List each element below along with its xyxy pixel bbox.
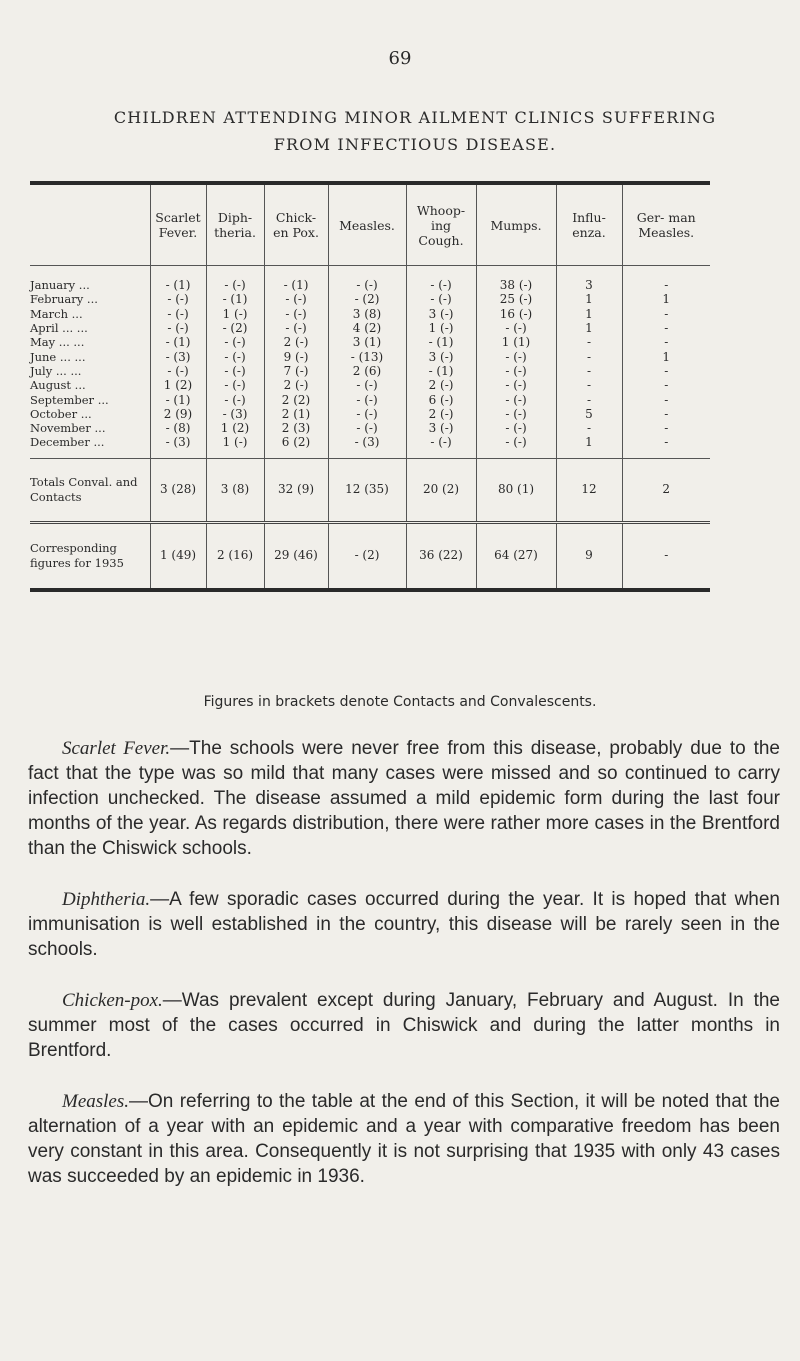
table-row bbox=[30, 266, 710, 293]
header-cell: Diph- theria. bbox=[206, 185, 264, 266]
cell: 64 (27) bbox=[476, 522, 556, 588]
cell: 9 (-) bbox=[264, 349, 328, 363]
cell: 12 bbox=[556, 458, 622, 522]
header-cell: Influ- enza. bbox=[556, 185, 622, 266]
cell: - bbox=[622, 307, 710, 321]
row-label: December ... bbox=[30, 435, 105, 450]
table-row bbox=[30, 421, 710, 435]
cell: - bbox=[556, 392, 622, 406]
cell: - (-) bbox=[476, 407, 556, 421]
cell: - bbox=[622, 378, 710, 392]
cell: - (-) bbox=[328, 266, 406, 293]
row-label: July ... ... bbox=[30, 363, 82, 378]
table-row bbox=[30, 307, 710, 321]
cell: - bbox=[622, 421, 710, 435]
cell: - (13) bbox=[328, 349, 406, 363]
cell: 38 (-) bbox=[476, 266, 556, 293]
cell: 6 (2) bbox=[264, 435, 328, 458]
table-row bbox=[30, 321, 710, 335]
row-label: November ... bbox=[30, 421, 106, 436]
cell: 1 (2) bbox=[206, 421, 264, 435]
cell: 1 (2) bbox=[150, 378, 206, 392]
cell: 3 (8) bbox=[206, 458, 264, 522]
table-row bbox=[30, 435, 710, 458]
cell: - bbox=[622, 392, 710, 406]
disease-table bbox=[30, 181, 710, 592]
row-label: April ... ... bbox=[30, 321, 88, 336]
cell: 12 (35) bbox=[328, 458, 406, 522]
cell: 1 bbox=[556, 292, 622, 306]
paragraph-scarlet-fever bbox=[28, 736, 780, 861]
cell: - (3) bbox=[150, 435, 206, 458]
cell: - bbox=[556, 364, 622, 378]
row-label: Totals Conval. and Contacts bbox=[30, 458, 150, 522]
row-label: October ... bbox=[30, 406, 92, 421]
row-label: Corresponding figures for 1935 bbox=[30, 522, 150, 588]
cell: 9 bbox=[556, 522, 622, 588]
cell: - (-) bbox=[476, 378, 556, 392]
table-row bbox=[30, 364, 710, 378]
cell: - bbox=[622, 335, 710, 349]
cell: - (2) bbox=[206, 321, 264, 335]
cell: - (-) bbox=[476, 321, 556, 335]
cell: 1 bbox=[622, 292, 710, 306]
cell: - bbox=[556, 349, 622, 363]
cell: - (-) bbox=[264, 307, 328, 321]
cell: - (-) bbox=[264, 321, 328, 335]
cell: 2 (-) bbox=[406, 378, 476, 392]
cell: - (1) bbox=[264, 266, 328, 293]
cell: 3 (-) bbox=[406, 421, 476, 435]
cell: 1 (49) bbox=[150, 522, 206, 588]
cell: 2 (3) bbox=[264, 421, 328, 435]
cell: - (-) bbox=[206, 364, 264, 378]
cell: 2 bbox=[622, 458, 710, 522]
cell: - bbox=[622, 435, 710, 458]
cell: - (-) bbox=[476, 364, 556, 378]
cell: - bbox=[556, 421, 622, 435]
header-cell: Whoop- ing Cough. bbox=[406, 185, 476, 266]
paragraph-text: —Was prevalent except during January, February and August. In the summer most of the cases occurred in Chiswick and during the latter months in Brentford. bbox=[28, 990, 780, 1061]
paragraph-text: —On referring to the table at the end of this Section, it will be noted that the alternation of a year with an epidemic and a year with comparative freedom has been very constant in this area. Consequently it is not surprising that 1935 with only 43 cases was succeeded by an epidemic in 1936. bbox=[28, 1091, 780, 1187]
cell: 2 (-) bbox=[264, 378, 328, 392]
cell: - (1) bbox=[150, 266, 206, 293]
cell: 80 (1) bbox=[476, 458, 556, 522]
paragraph-text: —The schools were never free from this disease, probably due to the fact that the type was so mild that many cases were missed and so continued to carry infection unchecked. The disease assumed a mild epidemic form during the last four months of the year. As regards distribution, there were rather more cases in the Brentford than the Chiswick schools. bbox=[28, 738, 781, 859]
cell: - (-) bbox=[406, 292, 476, 306]
header-cell: Measles. bbox=[328, 185, 406, 266]
cell: 25 (-) bbox=[476, 292, 556, 306]
row-label: May ... ... bbox=[30, 335, 85, 350]
paragraph-text: —A few sporadic cases occurred during the year. It is hoped that when immunisation is well established in the country, this disease will be rarely seen in the schools. bbox=[28, 889, 780, 960]
cell: - (-) bbox=[206, 266, 264, 293]
cell: - bbox=[622, 364, 710, 378]
cell: - bbox=[556, 378, 622, 392]
cell: - (3) bbox=[206, 407, 264, 421]
cell: - (-) bbox=[150, 364, 206, 378]
cell: - bbox=[622, 522, 710, 588]
cell: 5 bbox=[556, 407, 622, 421]
cell: 3 (28) bbox=[150, 458, 206, 522]
header-cell: Chick- en Pox. bbox=[264, 185, 328, 266]
cell: - bbox=[556, 335, 622, 349]
table-row bbox=[30, 349, 710, 363]
title-line-1: CHILDREN ATTENDING MINOR AILMENT CLINICS SUFFERING bbox=[113, 108, 717, 127]
table-footnote: Figures in brackets denote Contacts and Convalescents. bbox=[203, 694, 597, 710]
page-number: 69 bbox=[388, 48, 412, 69]
cell: - (1) bbox=[206, 292, 264, 306]
cell: 3 (1) bbox=[328, 335, 406, 349]
cell: 7 (-) bbox=[264, 364, 328, 378]
cell: 3 (-) bbox=[406, 349, 476, 363]
paragraph-lead: Chicken-pox. bbox=[62, 990, 163, 1011]
cell: - (1) bbox=[406, 335, 476, 349]
cell: 4 (2) bbox=[328, 321, 406, 335]
header-cell: Ger- man Measles. bbox=[622, 185, 710, 266]
cell: 2 (-) bbox=[264, 335, 328, 349]
cell: - (-) bbox=[150, 307, 206, 321]
cell: - (-) bbox=[206, 392, 264, 406]
table-header-row bbox=[30, 185, 710, 266]
header-cell: Scarlet Fever. bbox=[150, 185, 206, 266]
cell: 3 bbox=[556, 266, 622, 293]
cell: - (-) bbox=[476, 392, 556, 406]
row-label: March ... bbox=[30, 306, 83, 321]
table-row bbox=[30, 292, 710, 306]
cell: - (-) bbox=[264, 292, 328, 306]
cell: 3 (8) bbox=[328, 307, 406, 321]
row-label: August ... bbox=[30, 378, 86, 393]
corresponding-row bbox=[30, 522, 710, 588]
title-line-2: FROM INFECTIOUS DISEASE. bbox=[273, 135, 557, 154]
cell: - (-) bbox=[406, 435, 476, 458]
cell: 32 (9) bbox=[264, 458, 328, 522]
cell: - (-) bbox=[328, 421, 406, 435]
cell: 2 (6) bbox=[328, 364, 406, 378]
header-blank bbox=[30, 185, 150, 266]
cell: - (-) bbox=[206, 349, 264, 363]
cell: - (3) bbox=[150, 349, 206, 363]
cell: - (-) bbox=[328, 392, 406, 406]
page-title bbox=[0, 104, 800, 158]
cell: 29 (46) bbox=[264, 522, 328, 588]
cell: - (3) bbox=[328, 435, 406, 458]
cell: - bbox=[622, 321, 710, 335]
cell: - bbox=[622, 266, 710, 293]
cell: 1 bbox=[556, 435, 622, 458]
cell: - (-) bbox=[328, 407, 406, 421]
cell: 1 bbox=[622, 349, 710, 363]
row-label: February ... bbox=[30, 292, 98, 307]
cell: 2 (9) bbox=[150, 407, 206, 421]
cell: - (1) bbox=[406, 364, 476, 378]
row-label: June ... ... bbox=[30, 349, 86, 364]
cell: - (-) bbox=[328, 378, 406, 392]
paragraph-lead: Measles. bbox=[62, 1091, 130, 1112]
table-row bbox=[30, 378, 710, 392]
cell: - (-) bbox=[206, 378, 264, 392]
cell: 20 (2) bbox=[406, 458, 476, 522]
cell: - (-) bbox=[476, 435, 556, 458]
cell: - (2) bbox=[328, 292, 406, 306]
paragraph-lead: Diphtheria. bbox=[62, 889, 151, 910]
paragraph-lead: Scarlet Fever. bbox=[62, 738, 171, 759]
body-text bbox=[28, 736, 780, 1215]
cell: - (-) bbox=[206, 335, 264, 349]
paragraph-measles bbox=[28, 1089, 780, 1189]
cell: - (-) bbox=[476, 349, 556, 363]
cell: - (-) bbox=[406, 266, 476, 293]
paragraph-chicken-pox bbox=[28, 988, 780, 1063]
cell: 1 bbox=[556, 307, 622, 321]
totals-row bbox=[30, 458, 710, 522]
cell: 6 (-) bbox=[406, 392, 476, 406]
cell: 2 (16) bbox=[206, 522, 264, 588]
cell: 3 (-) bbox=[406, 307, 476, 321]
cell: - (2) bbox=[328, 522, 406, 588]
cell: 16 (-) bbox=[476, 307, 556, 321]
cell: - (-) bbox=[150, 292, 206, 306]
cell: 2 (-) bbox=[406, 407, 476, 421]
table-row bbox=[30, 335, 710, 349]
row-label: September ... bbox=[30, 392, 109, 407]
table-row bbox=[30, 407, 710, 421]
cell: 1 (-) bbox=[206, 435, 264, 458]
cell: 2 (1) bbox=[264, 407, 328, 421]
cell: - (-) bbox=[476, 421, 556, 435]
paragraph-diphtheria bbox=[28, 887, 780, 962]
cell: 2 (2) bbox=[264, 392, 328, 406]
cell: 1 (-) bbox=[406, 321, 476, 335]
cell: - (1) bbox=[150, 392, 206, 406]
cell: 1 (1) bbox=[476, 335, 556, 349]
cell: 1 bbox=[556, 321, 622, 335]
header-cell: Mumps. bbox=[476, 185, 556, 266]
table-row bbox=[30, 392, 710, 406]
cell: - (1) bbox=[150, 335, 206, 349]
cell: 1 (-) bbox=[206, 307, 264, 321]
cell: - (-) bbox=[150, 321, 206, 335]
cell: - bbox=[622, 407, 710, 421]
row-label: January ... bbox=[30, 278, 90, 293]
cell: - (8) bbox=[150, 421, 206, 435]
cell: 36 (22) bbox=[406, 522, 476, 588]
